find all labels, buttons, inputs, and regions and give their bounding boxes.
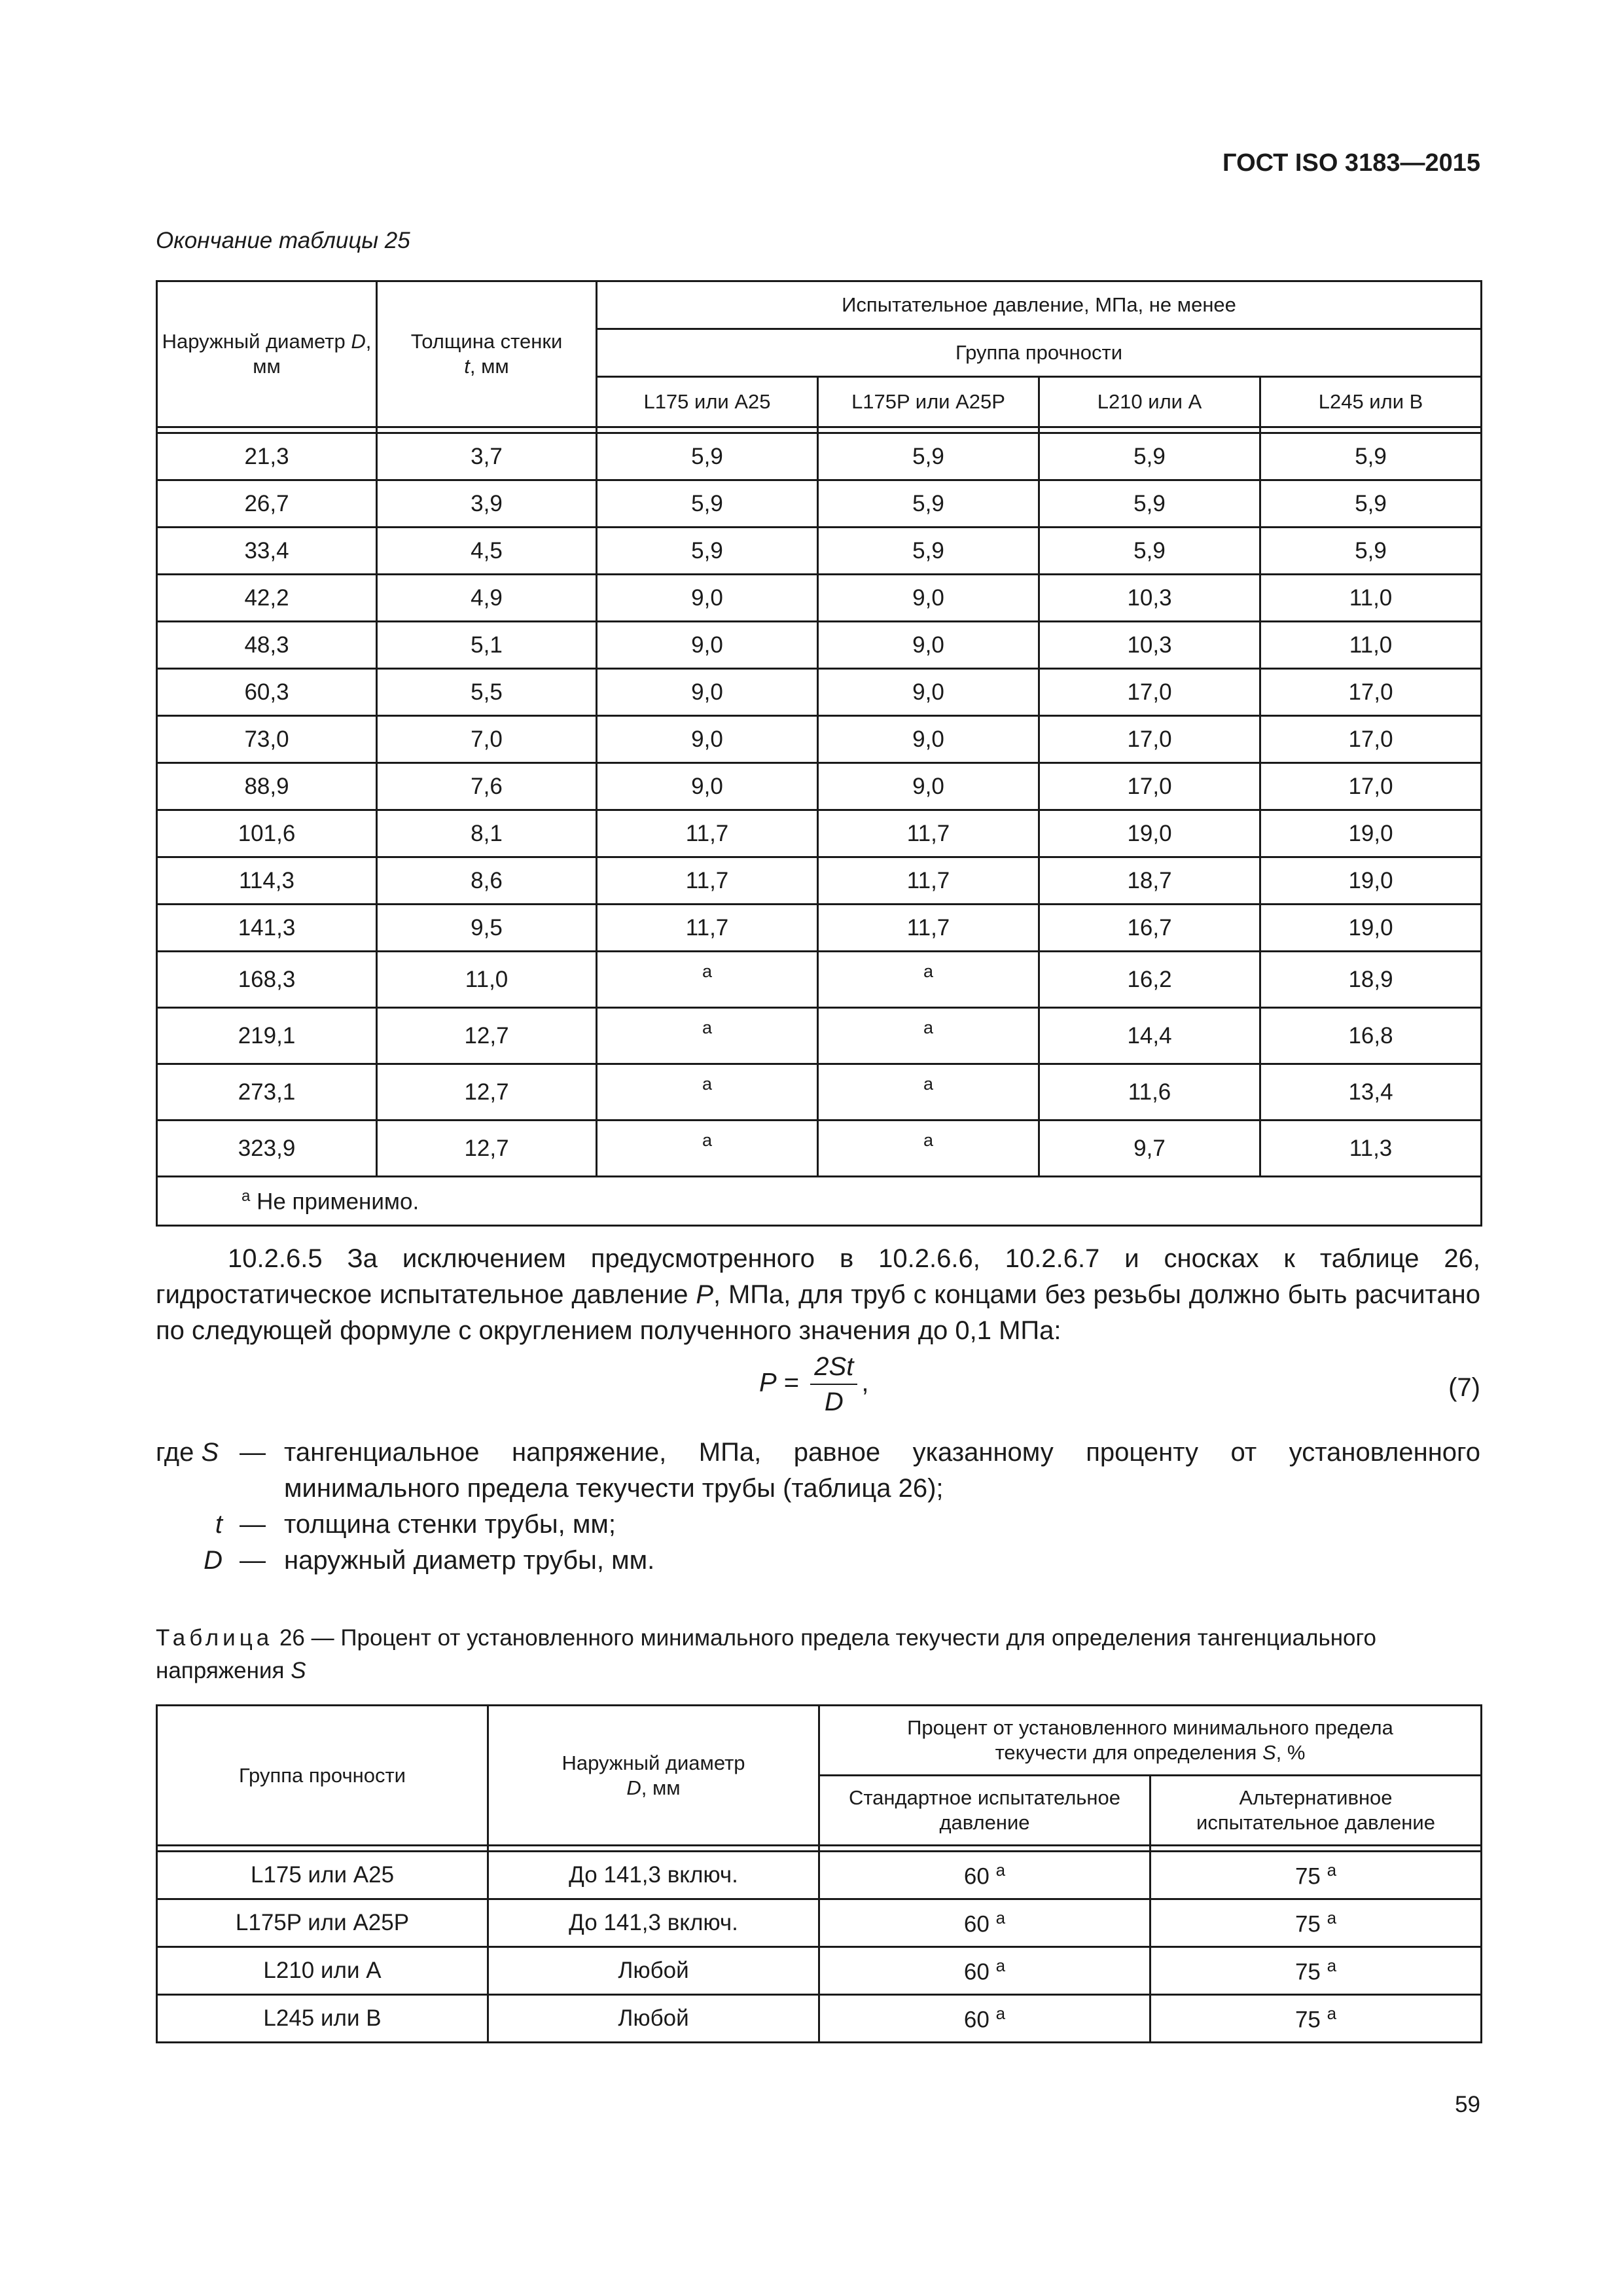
- table-cell: 75 $^a$: [1150, 1852, 1482, 1899]
- table-cell: 5,1: [377, 622, 597, 669]
- table-footnote: $^a$ Не применимо.: [157, 1177, 1482, 1226]
- table-row: [157, 669, 1482, 716]
- table-cell: 3,7: [377, 433, 597, 480]
- table-cell: 5,9: [818, 528, 1039, 575]
- table25-continuation-caption: Окончание таблицы 25: [156, 228, 410, 253]
- formula-number: (7): [1448, 1373, 1480, 1402]
- table-cell: 75 $^a$: [1150, 1947, 1482, 1995]
- table-row: [157, 622, 1482, 669]
- table-cell: 5,9: [1039, 528, 1260, 575]
- table-cell: 273,1: [157, 1064, 377, 1121]
- table-cell: 7,6: [377, 763, 597, 810]
- table-cell: 141,3: [157, 905, 377, 952]
- col-header-standard: Стандартное испытательное давление: [819, 1776, 1150, 1846]
- table-cell: a: [818, 1121, 1039, 1177]
- table-cell: a: [818, 1008, 1039, 1064]
- table-cell: 5,5: [377, 669, 597, 716]
- table-cell: 33,4: [157, 528, 377, 575]
- col-header-diameter: Наружный диаметр D, мм: [488, 1706, 819, 1846]
- table-cell: 60,3: [157, 669, 377, 716]
- table-cell: 5,9: [1039, 480, 1260, 528]
- table-cell: 19,0: [1039, 810, 1260, 857]
- table-cell: 16,7: [1039, 905, 1260, 952]
- table-cell: 323,9: [157, 1121, 377, 1177]
- table-cell: 75 $^a$: [1150, 1899, 1482, 1947]
- col-header-alternative: Альтернативное испытательное давление: [1150, 1776, 1482, 1846]
- table-cell: a: [597, 952, 818, 1008]
- table-cell: 17,0: [1260, 716, 1482, 763]
- table-cell: 5,9: [818, 480, 1039, 528]
- table-cell: 21,3: [157, 433, 377, 480]
- table-cell: 60 $^a$: [819, 1947, 1150, 1995]
- table-cell: 60 $^a$: [819, 1899, 1150, 1947]
- table-cell: 114,3: [157, 857, 377, 905]
- table-cell: 18,7: [1039, 857, 1260, 905]
- table-cell: L175P или A25P: [157, 1899, 488, 1947]
- table-cell: 10,3: [1039, 575, 1260, 622]
- table-cell: L210 или A: [157, 1947, 488, 1995]
- table-cell: 11,0: [377, 952, 597, 1008]
- table-26: [156, 1704, 1482, 2043]
- col-header-strength-group: Группа прочности: [597, 329, 1482, 377]
- table-cell: 88,9: [157, 763, 377, 810]
- table-cell: 11,0: [1260, 622, 1482, 669]
- table-cell: 5,9: [818, 433, 1039, 480]
- table-cell: 9,0: [597, 716, 818, 763]
- table-cell: 9,0: [818, 669, 1039, 716]
- table-cell: 219,1: [157, 1008, 377, 1064]
- table-cell: 11,7: [597, 905, 818, 952]
- table-cell: 9,7: [1039, 1121, 1260, 1177]
- table-cell: 101,6: [157, 810, 377, 857]
- table-cell: 8,1: [377, 810, 597, 857]
- table-cell: 11,6: [1039, 1064, 1260, 1121]
- table-cell: a: [597, 1064, 818, 1121]
- table-cell: 12,7: [377, 1008, 597, 1064]
- legend-text-s: тангенциальное напряжение, МПа, равное указанному проценту от установленного минимального предела текучести трубы (таблица 26);: [284, 1438, 1480, 1503]
- table-cell: 13,4: [1260, 1064, 1482, 1121]
- table-cell: 5,9: [1260, 528, 1482, 575]
- table-cell: a: [818, 1064, 1039, 1121]
- table-cell: 17,0: [1260, 669, 1482, 716]
- col-header-wall: Толщина стенки t, мм: [377, 281, 597, 427]
- table-cell: 9,0: [818, 716, 1039, 763]
- table-row: [157, 480, 1482, 528]
- table-cell: L175 или A25: [157, 1852, 488, 1899]
- page-number: 59: [1455, 2092, 1480, 2117]
- table-25: [156, 280, 1482, 1227]
- col-header-strength-group: Группа прочности: [157, 1706, 488, 1846]
- table-row: [157, 905, 1482, 952]
- table-cell: 16,2: [1039, 952, 1260, 1008]
- col-header-diameter: Наружный диаметр D, мм: [157, 281, 377, 427]
- table-cell: 14,4: [1039, 1008, 1260, 1064]
- col-header-grade: L175 или A25: [597, 377, 818, 427]
- table-cell: 17,0: [1039, 669, 1260, 716]
- table-row: [157, 857, 1482, 905]
- table-row: [157, 952, 1482, 1008]
- table-row: [157, 810, 1482, 857]
- table-cell: 12,7: [377, 1121, 597, 1177]
- col-header-test-pressure: Испытательное давление, МПа, не менее: [597, 281, 1482, 329]
- table-cell: Любой: [488, 1947, 819, 1995]
- table-row: [157, 1995, 1482, 2043]
- table-cell: 4,9: [377, 575, 597, 622]
- table-cell: 11,7: [818, 857, 1039, 905]
- table-cell: 5,9: [597, 528, 818, 575]
- table-cell: 5,9: [597, 480, 818, 528]
- table-row: [157, 716, 1482, 763]
- formula-legend: где S — тангенциальное напряжение, МПа, равное указанному проценту от установленного минимального предела текучести трубы (таблица 26); t — толщина стенки трубы, мм; D — наружный диаметр трубы, мм.: [156, 1435, 1480, 1566]
- table-cell: 17,0: [1039, 763, 1260, 810]
- table-cell: 48,3: [157, 622, 377, 669]
- table-cell: 5,9: [1260, 433, 1482, 480]
- table-cell: 11,3: [1260, 1121, 1482, 1177]
- table-cell: 19,0: [1260, 905, 1482, 952]
- table-cell: 19,0: [1260, 810, 1482, 857]
- table-cell: 5,9: [597, 433, 818, 480]
- table-cell: a: [597, 1008, 818, 1064]
- table-cell: 9,0: [818, 575, 1039, 622]
- table-cell: 9,0: [597, 763, 818, 810]
- table-cell: 8,6: [377, 857, 597, 905]
- table-cell: 17,0: [1039, 716, 1260, 763]
- table-cell: 5,9: [1260, 480, 1482, 528]
- table-cell: 4,5: [377, 528, 597, 575]
- table-cell: 11,7: [818, 905, 1039, 952]
- table-cell: 11,7: [818, 810, 1039, 857]
- table-cell: 11,7: [597, 810, 818, 857]
- table-cell: 60 $^a$: [819, 1995, 1150, 2043]
- table-cell: L245 или B: [157, 1995, 488, 2043]
- table-cell: 10,3: [1039, 622, 1260, 669]
- table-row: [157, 1121, 1482, 1177]
- table-row: [157, 1064, 1482, 1121]
- table-row: [157, 1008, 1482, 1064]
- table-row: [157, 1947, 1482, 1995]
- table-cell: Любой: [488, 1995, 819, 2043]
- table-cell: 9,0: [597, 575, 818, 622]
- table-cell: 60 $^a$: [819, 1852, 1150, 1899]
- table-cell: 9,0: [818, 622, 1039, 669]
- col-header-grade: L210 или A: [1039, 377, 1260, 427]
- table-cell: 168,3: [157, 952, 377, 1008]
- table-cell: 3,9: [377, 480, 597, 528]
- table-row: [157, 763, 1482, 810]
- col-header-grade: L175P или A25P: [818, 377, 1039, 427]
- table-cell: 19,0: [1260, 857, 1482, 905]
- table-cell: 42,2: [157, 575, 377, 622]
- table-cell: 9,0: [597, 669, 818, 716]
- table-cell: 9,0: [818, 763, 1039, 810]
- table-row: [157, 433, 1482, 480]
- table-cell: 17,0: [1260, 763, 1482, 810]
- table26-caption: Таблица 26 — Процент от установленного минимального предела текучести для определения тангенциального напряжения S: [156, 1625, 1376, 1683]
- table-cell: 18,9: [1260, 952, 1482, 1008]
- table-cell: 26,7: [157, 480, 377, 528]
- table-cell: До 141,3 включ.: [488, 1899, 819, 1947]
- table-cell: 12,7: [377, 1064, 597, 1121]
- table-cell: 73,0: [157, 716, 377, 763]
- standard-code: ГОСТ ISO 3183—2015: [1222, 149, 1480, 177]
- formula-7: P = $\frac{2St}{D}$ ,: [759, 1350, 868, 1419]
- legend-text-t: толщина стенки трубы, мм;: [284, 1510, 616, 1539]
- table-cell: 7,0: [377, 716, 597, 763]
- table-cell: 9,5: [377, 905, 597, 952]
- col-header-percent: Процент от установленного минимального предела текучести для определения S, %: [819, 1706, 1482, 1776]
- table-cell: 9,0: [597, 622, 818, 669]
- table-cell: a: [597, 1121, 818, 1177]
- where-word: где: [156, 1438, 202, 1467]
- table-row: [157, 1899, 1482, 1947]
- table-row: [157, 528, 1482, 575]
- table-cell: a: [818, 952, 1039, 1008]
- table-cell: 75 $^a$: [1150, 1995, 1482, 2043]
- table-cell: 5,9: [1039, 433, 1260, 480]
- paragraph-10-2-6-5: 10.2.6.5 За исключением предусмотренного в 10.2.6.6, 10.2.6.7 и сносках к таблице 26, гидростатическое испытательное давление P, МПа, для труб с концами без резьбы должно быть расчитано по следующей формуле с округлением полученного значения до 0,1 МПа:: [156, 1244, 1480, 1345]
- table-cell: 11,0: [1260, 575, 1482, 622]
- legend-text-d: наружный диаметр трубы, мм.: [284, 1546, 655, 1575]
- table-cell: 11,7: [597, 857, 818, 905]
- table-cell: До 141,3 включ.: [488, 1852, 819, 1899]
- table-cell: 16,8: [1260, 1008, 1482, 1064]
- table-row: [157, 575, 1482, 622]
- col-header-grade: L245 или B: [1260, 377, 1482, 427]
- table-row: [157, 1852, 1482, 1899]
